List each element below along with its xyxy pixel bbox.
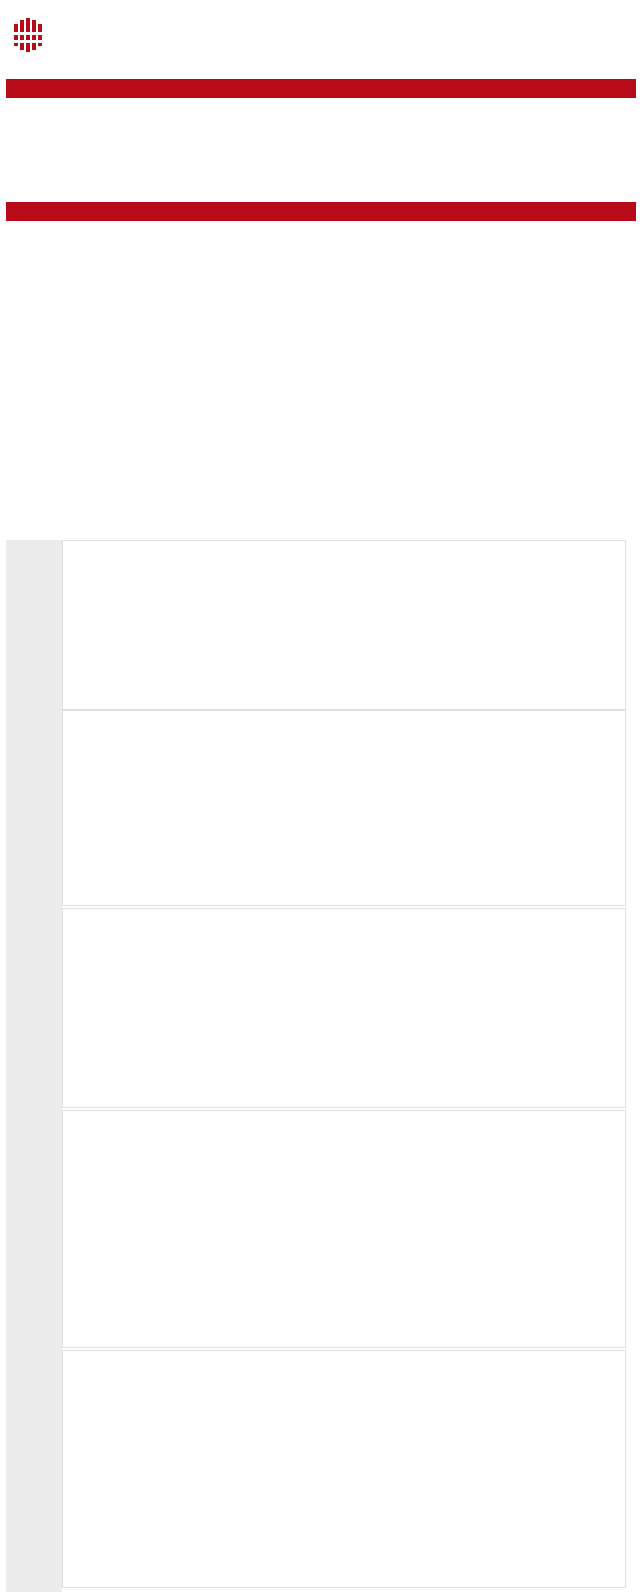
section-bar-domestic [6,79,636,98]
col-header [200,98,281,120]
col-header [545,221,636,243]
spread-table [6,221,636,243]
chart-price-position [63,541,625,709]
col-header [328,221,414,243]
domestic-table [6,98,636,120]
chart-basis [63,711,625,905]
panel-price-position [62,540,626,710]
col-header [281,98,366,120]
date-bar [0,62,642,78]
panel-basis [62,710,626,906]
section-bar-spread [6,202,636,221]
chart-industry [63,1351,625,1587]
col-header [120,221,242,243]
col-header [242,221,328,243]
col-header [547,98,636,120]
panel-volume [62,908,626,1108]
logo-mark-icon [14,18,42,52]
chart-tracking-sidebar [6,540,62,1592]
col-header [415,221,546,243]
col-header [365,98,444,120]
col-header [52,98,119,120]
panel-industry [62,1350,626,1588]
col-header [6,221,120,243]
col-header [6,98,52,120]
col-header [444,98,547,120]
report-header [0,0,642,66]
col-header [119,98,200,120]
panel-open-interest [62,1110,626,1348]
chart-open-interest [63,1111,625,1347]
company-logo [14,18,184,62]
chart-volume [63,909,625,1107]
